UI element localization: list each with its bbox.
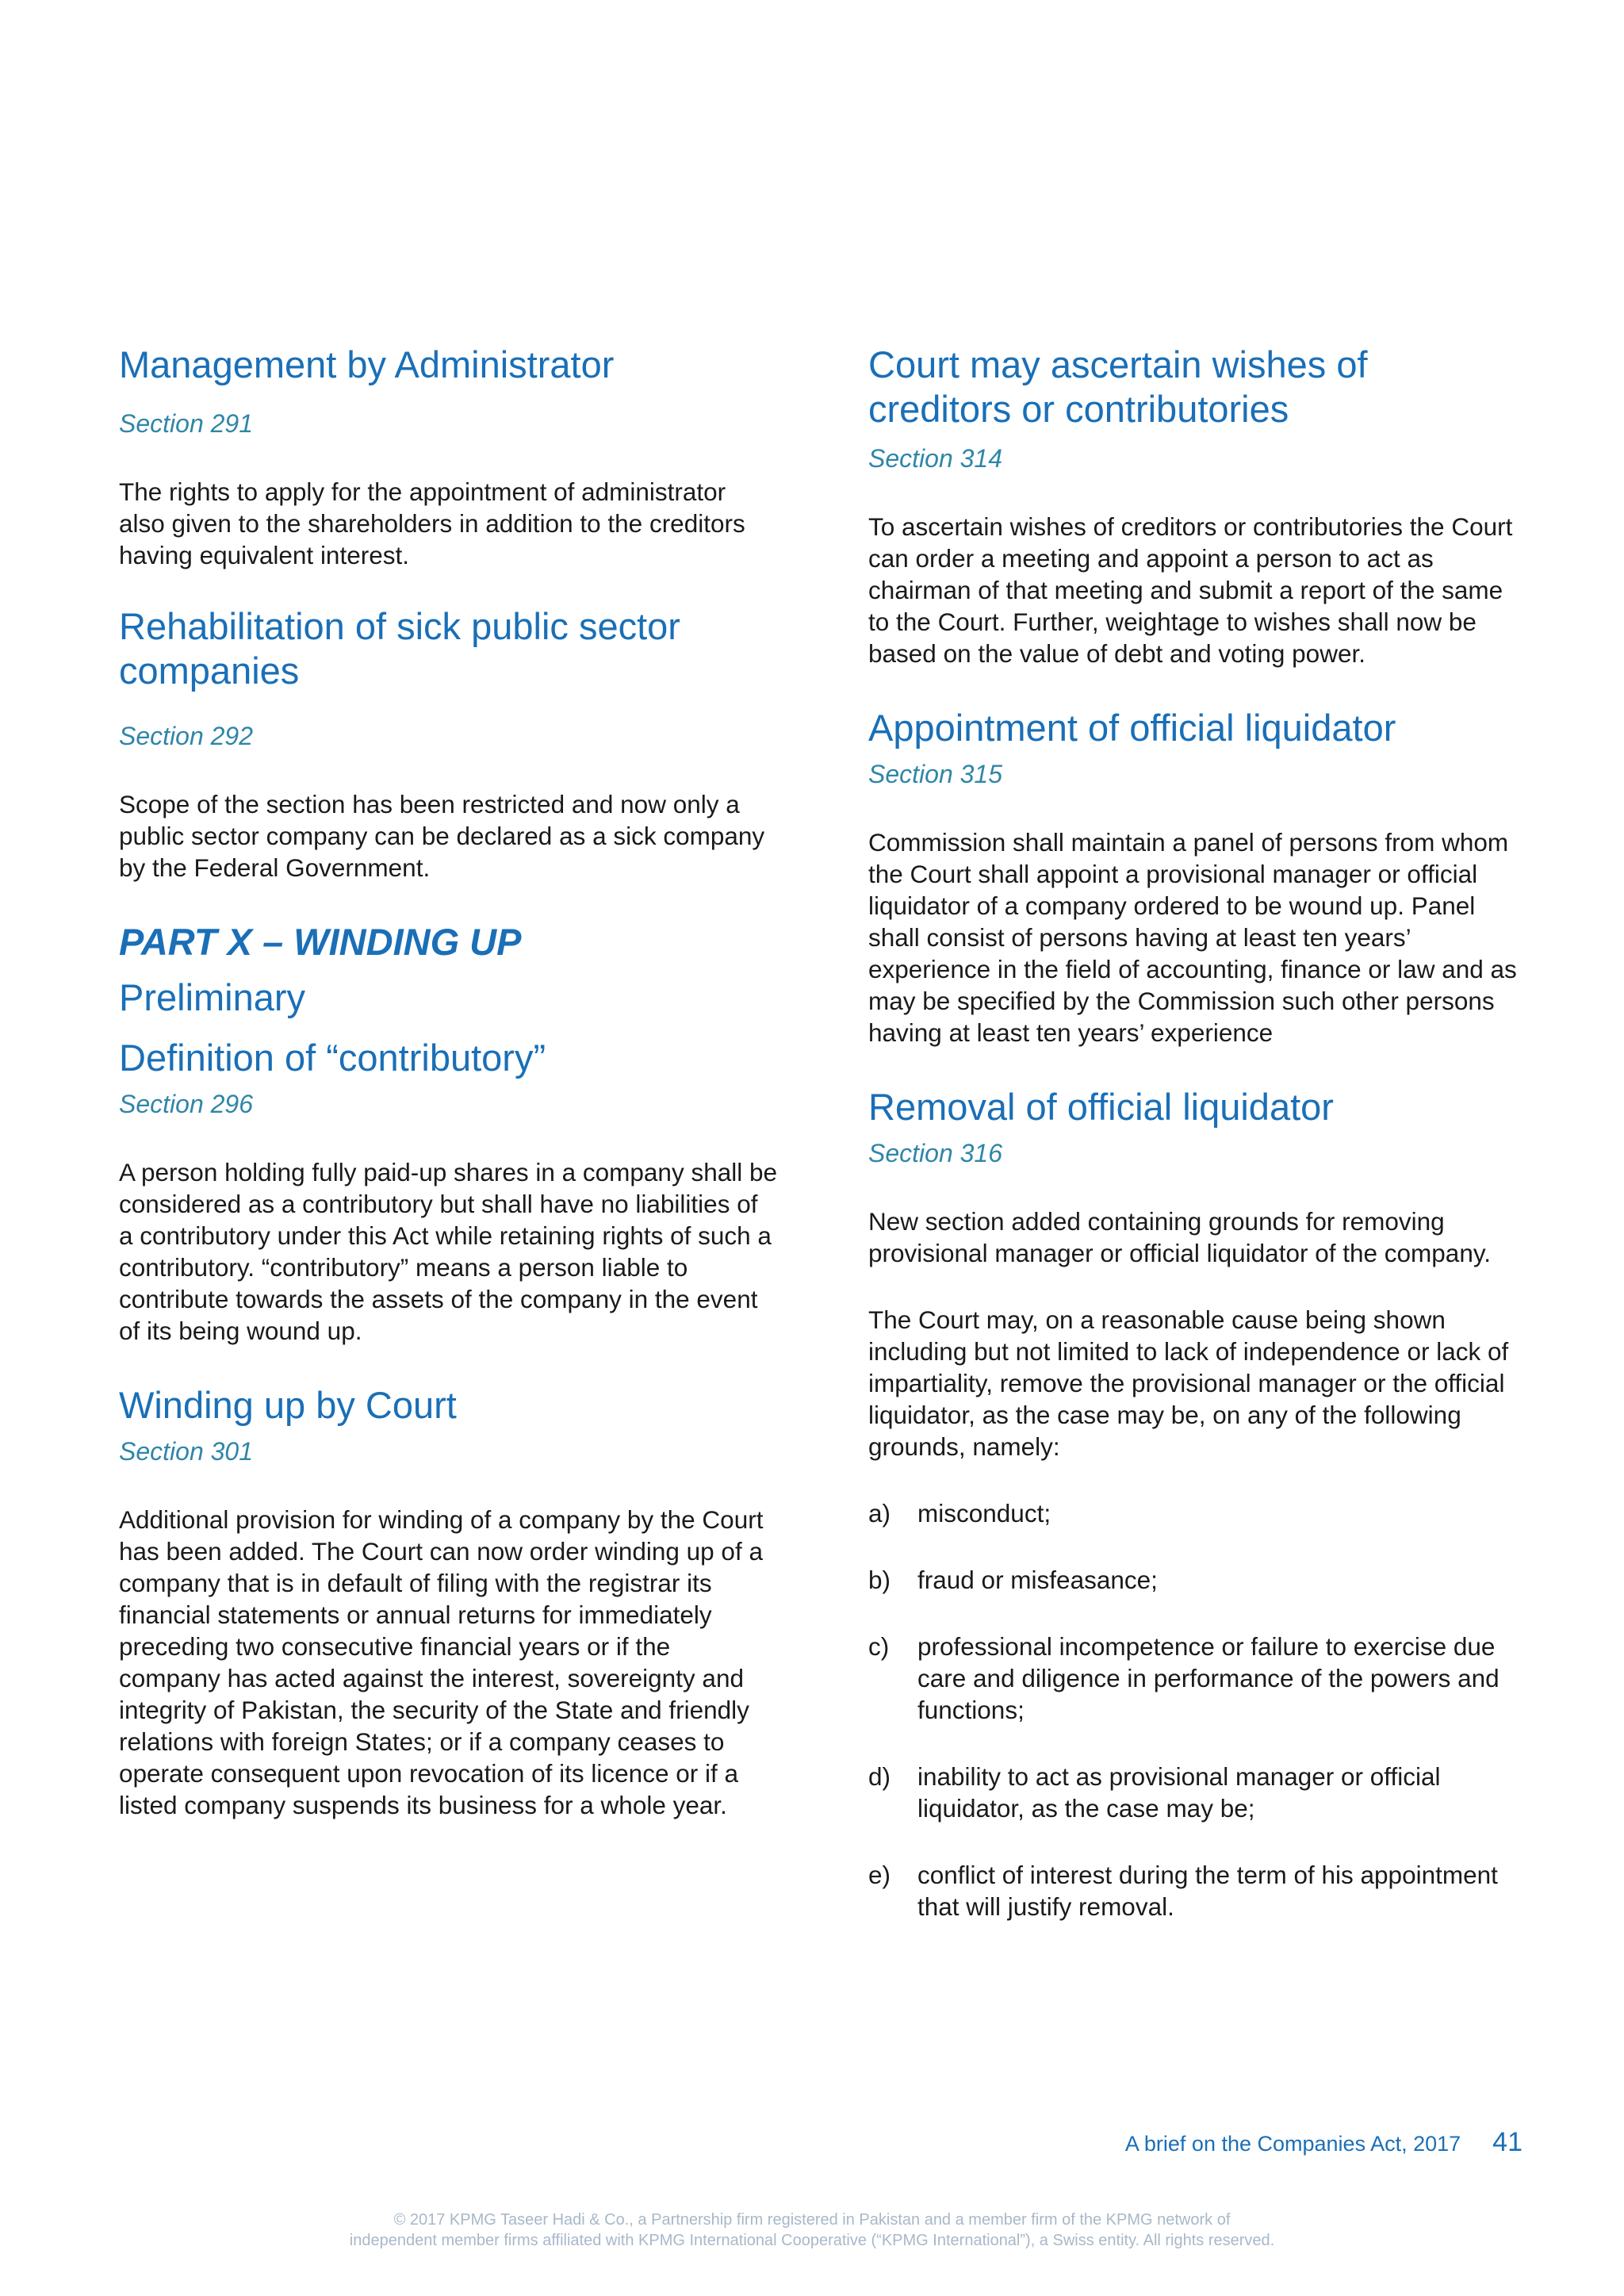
list-item [868, 1859, 1519, 1922]
list-item-label: a) [868, 1499, 891, 1527]
list-item-label: d) [868, 1762, 891, 1791]
left-column [119, 343, 777, 1821]
list-item-label: b) [868, 1566, 891, 1594]
heading-definition-contributory: Definition of “contributory” [119, 1037, 546, 1079]
paragraph-315: Commission shall maintain a panel of persons from whom the Court shall appoint a provisional manager or official liquidator of a company ordered to be wound up. Panel shall consist of persons having at least ten years’ experience in the field of accounting, finance or law and as may be specified by the Commission such other persons having at least ten years’ experience [868, 828, 1517, 1047]
footer-reference [1125, 2127, 1522, 2158]
list-item-text: conflict of interest during the term of his appointment that will justify removal. [917, 1861, 1498, 1921]
copyright-line-2: independent member firms affiliated with KPMG International Cooperative (“KPMG International”), a Swiss entity. All rights reserved. [349, 2232, 1275, 2249]
paragraph-291: The rights to apply for the appointment of administrator also given to the shareholders in addition to the creditors having equivalent interest. [119, 477, 745, 569]
heading-appointment-official-liquidator: Appointment of official liquidator [868, 707, 1396, 749]
section-ref-291: Section 291 [119, 409, 254, 438]
paragraph-316-intro: New section added containing grounds for removing provisional manager or official liquidator of the company. [868, 1207, 1492, 1267]
paragraph-292: Scope of the section has been restricted and now only a public sector company can be declared as a sick company by the Federal Government. [119, 790, 765, 882]
list-item [868, 1761, 1519, 1824]
heading-winding-up-by-court: Winding up by Court [119, 1384, 457, 1426]
heading-removal-official-liquidator: Removal of official liquidator [868, 1086, 1334, 1128]
list-item-text: fraud or misfeasance; [917, 1566, 1158, 1594]
section-ref-292: Section 292 [119, 722, 254, 750]
list-item-label: e) [868, 1861, 891, 1889]
list-item-text: professional incompetence or failure to exercise due care and diligence in performance of the powers and functions; [917, 1632, 1500, 1724]
section-ref-316: Section 316 [868, 1139, 1003, 1167]
list-item [868, 1564, 1519, 1596]
heading-court-ascertain-wishes: Court may ascertain wishes of creditors or contributories [868, 343, 1368, 430]
copyright-line-1: © 2017 KPMG Taseer Hadi & Co., a Partnership firm registered in Pakistan and a member firm of the KPMG network of [393, 2211, 1231, 2229]
list-item-text: inability to act as provisional manager or official liquidator, as the case may be; [917, 1762, 1441, 1823]
copyright-notice [0, 2210, 1624, 2251]
part-heading: PART X – WINDING UP [119, 921, 522, 963]
paragraph-301: Additional provision for winding of a company by the Court has been added. The Court can now order winding up of a company that is in default of filing with the registrar its financial statements or annual returns for immediately preceding two consecutive financial years or if the company has acted against the interest, sovereignty and integrity of Pakistan, the security of the State and friendly relations with foreign States; or if a company ceases to operate consequent upon revocation of its licence or if a listed company suspends its business for a whole year. [119, 1505, 764, 1819]
heading-preliminary: Preliminary [119, 976, 306, 1018]
page-number: 41 [1492, 2127, 1522, 2157]
list-item [868, 1631, 1519, 1726]
list-item [868, 1497, 1519, 1529]
section-ref-314: Section 314 [868, 444, 1003, 473]
heading-management-by-administrator: Management by Administrator [119, 343, 615, 385]
list-item-text: misconduct; [917, 1499, 1051, 1527]
heading-rehabilitation: Rehabilitation of sick public sector companies [119, 605, 680, 692]
paragraph-314: To ascertain wishes of creditors or contributories the Court can order a meeting and appoint a person to act as chairman of that meeting and submit a report of the same to the Court. Further, weightage to wishes shall now be based on the value of debt and voting power. [868, 512, 1513, 668]
paragraph-296: A person holding fully paid-up shares in a company shall be considered as a contributory but shall have no liabilities of a contributory under this Act while retaining rights of such a contributory. “contributory” means a person liable to contribute towards the assets of the company in the event of its being wound up. [119, 1158, 778, 1345]
section-ref-296: Section 296 [119, 1090, 254, 1118]
list-item-label: c) [868, 1632, 890, 1661]
paragraph-316-grounds: The Court may, on a reasonable cause being shown including but not limited to lack of independence or lack of impartiality, remove the provisional manager or the official liquidator, as the case may be, on any of the following grounds, namely: [868, 1305, 1509, 1461]
grounds-list [868, 1497, 1519, 1922]
section-ref-301: Section 301 [119, 1437, 254, 1466]
document-title: A brief on the Companies Act, 2017 [1124, 2132, 1461, 2156]
right-column [868, 343, 1519, 1957]
section-ref-315: Section 315 [868, 760, 1003, 788]
